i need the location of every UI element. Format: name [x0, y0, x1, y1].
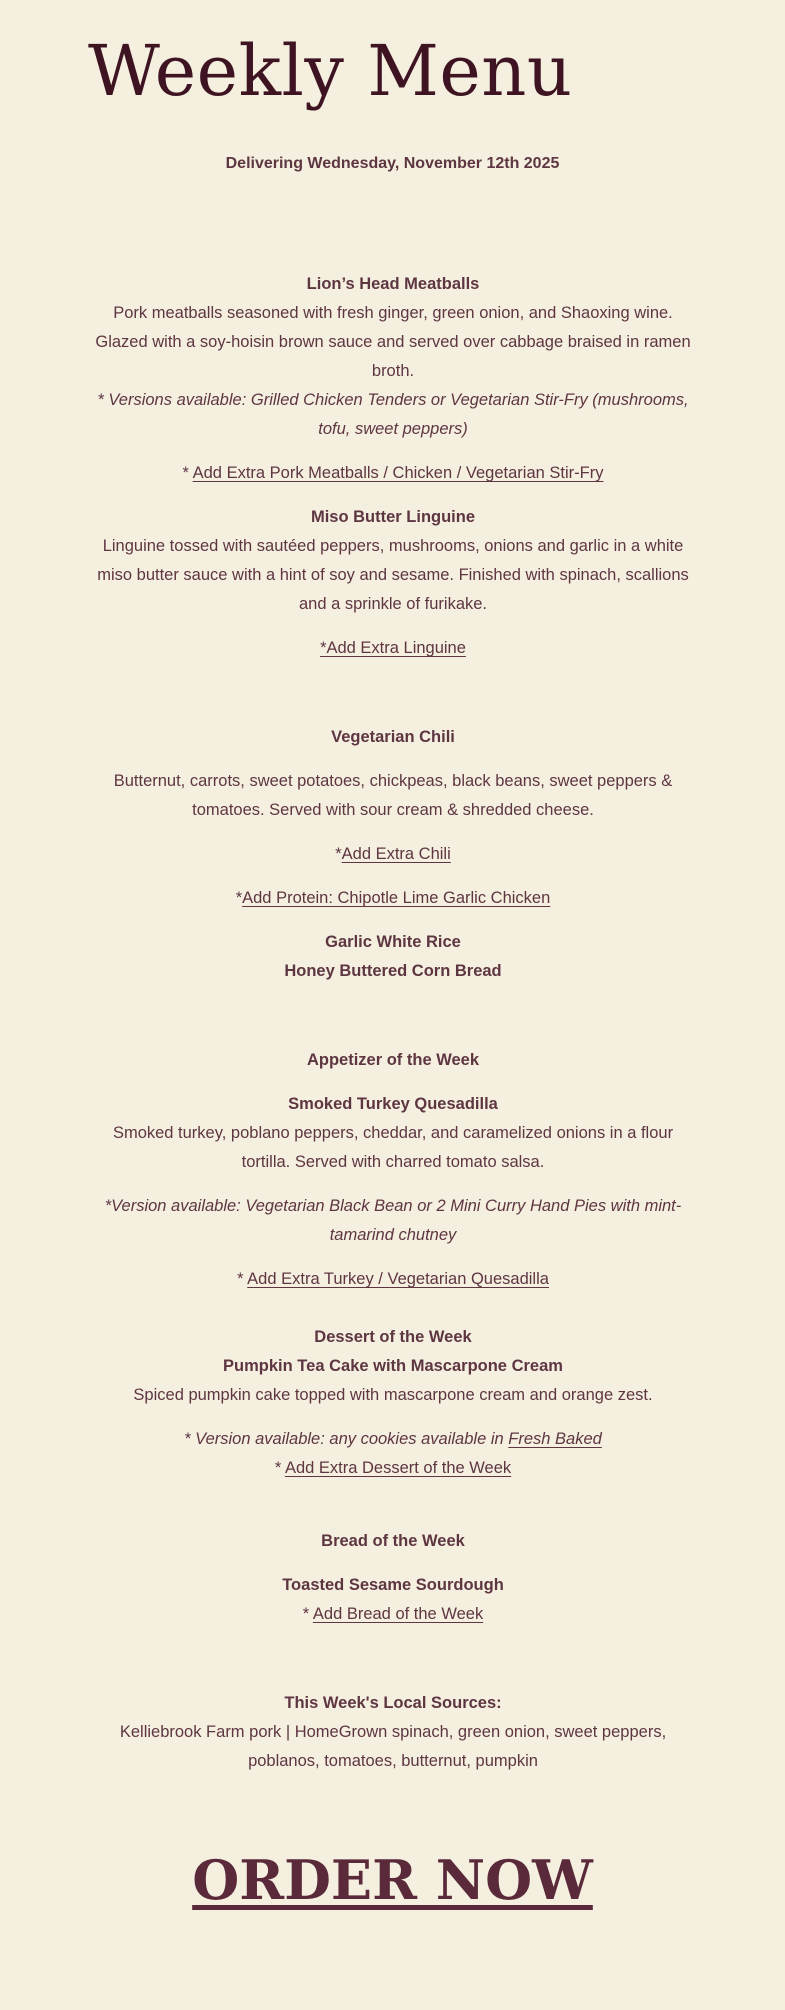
addon-prefix: *	[182, 464, 193, 482]
addon-line-appetizer	[88, 1265, 698, 1294]
item-versions-meatballs: * Versions available: Grilled Chicken Tenders or Vegetarian Stir-Fry (mushrooms, tofu, sweet peppers)	[97, 391, 689, 438]
add-extra-chili-link[interactable]: Add Extra Chili	[341, 845, 451, 863]
addon-line-chili	[88, 840, 698, 869]
appetizer-name: Smoked Turkey Quesadilla	[288, 1095, 498, 1113]
addon-line-meatballs	[88, 459, 698, 488]
appetizer-versions: *Version available: Vegetarian Black Bean or 2 Mini Curry Hand Pies with mint-tamarind chutney	[104, 1197, 682, 1244]
add-protein-chicken-link[interactable]: Add Protein: Chipotle Lime Garlic Chicken	[242, 889, 551, 907]
addon-line-dessert	[88, 1454, 698, 1483]
addon-prefix: *	[274, 1459, 285, 1477]
appetizer-heading: Appetizer of the Week	[306, 1051, 480, 1069]
appetizer-desc: Smoked turkey, poblano peppers, cheddar, and caramelized onions in a flour tortilla. Served with charred tomato salsa.	[112, 1124, 674, 1171]
item-desc-linguine: Linguine tossed with sautéed peppers, mushrooms, onions and garlic in a white miso butter sauce with a hint of soy and sesame. Finished with spinach, scallions and a sprinkle of furikake.	[97, 537, 689, 613]
bread-heading: Bread of the Week	[321, 1532, 465, 1550]
addon-prefix: *	[237, 1270, 248, 1288]
dessert-versions-text: * Version available: any cookies available in	[184, 1430, 509, 1448]
dessert-versions	[88, 1425, 698, 1454]
dessert-name: Pumpkin Tea Cake with Mascarpone Cream	[223, 1357, 563, 1375]
item-desc-meatballs: Pork meatballs seasoned with fresh ginger, green onion, and Shaoxing wine. Glazed with a soy-hoisin brown sauce and served over cabbage braised in ramen broth.	[95, 304, 691, 380]
side-cornbread: Honey Buttered Corn Bread	[284, 962, 502, 980]
fresh-baked-link[interactable]: Fresh Baked	[508, 1430, 602, 1448]
dessert-desc: Spiced pumpkin cake topped with mascarpone cream and orange zest.	[133, 1386, 653, 1404]
addon-line-linguine	[88, 634, 698, 663]
page-title: Weekly Menu	[88, 30, 573, 112]
sources-heading: This Week's Local Sources:	[284, 1694, 502, 1712]
addon-prefix: *	[302, 1605, 313, 1623]
order-now-button[interactable]: ORDER NOW	[192, 1848, 593, 1912]
addon-line-bread	[88, 1600, 698, 1629]
menu-content	[88, 270, 698, 1776]
addon-prefix: *	[335, 845, 342, 863]
add-extra-quesadilla-link[interactable]: Add Extra Turkey / Vegetarian Quesadilla	[247, 1270, 549, 1288]
item-desc-chili: Butternut, carrots, sweet potatoes, chickpeas, black beans, sweet peppers & tomatoes. Served with sour cream & shredded cheese.	[113, 772, 673, 819]
dessert-heading: Dessert of the Week	[314, 1328, 472, 1346]
item-name-linguine: Miso Butter Linguine	[310, 508, 476, 526]
add-extra-linguine-link[interactable]: *Add Extra Linguine	[320, 639, 466, 657]
sources-text: Kelliebrook Farm pork | HomeGrown spinach, green onion, sweet peppers, poblanos, tomatoes, butternut, pumpkin	[119, 1723, 667, 1770]
add-bread-link[interactable]: Add Bread of the Week	[312, 1605, 484, 1623]
item-name-chili: Vegetarian Chili	[331, 728, 455, 746]
add-extra-dessert-link[interactable]: Add Extra Dessert of the Week	[284, 1459, 512, 1477]
addon-prefix: *	[235, 889, 243, 907]
side-rice: Garlic White Rice	[325, 933, 461, 951]
bread-name: Toasted Sesame Sourdough	[282, 1576, 504, 1594]
addon-line-protein	[88, 884, 698, 913]
order-now-container	[0, 1848, 785, 1912]
add-extra-meatballs-link[interactable]: Add Extra Pork Meatballs / Chicken / Vegetarian Stir-Fry	[192, 464, 604, 482]
delivery-date: Delivering Wednesday, November 12th 2025	[225, 155, 560, 172]
item-name-meatballs: Lion’s Head Meatballs	[306, 275, 480, 293]
